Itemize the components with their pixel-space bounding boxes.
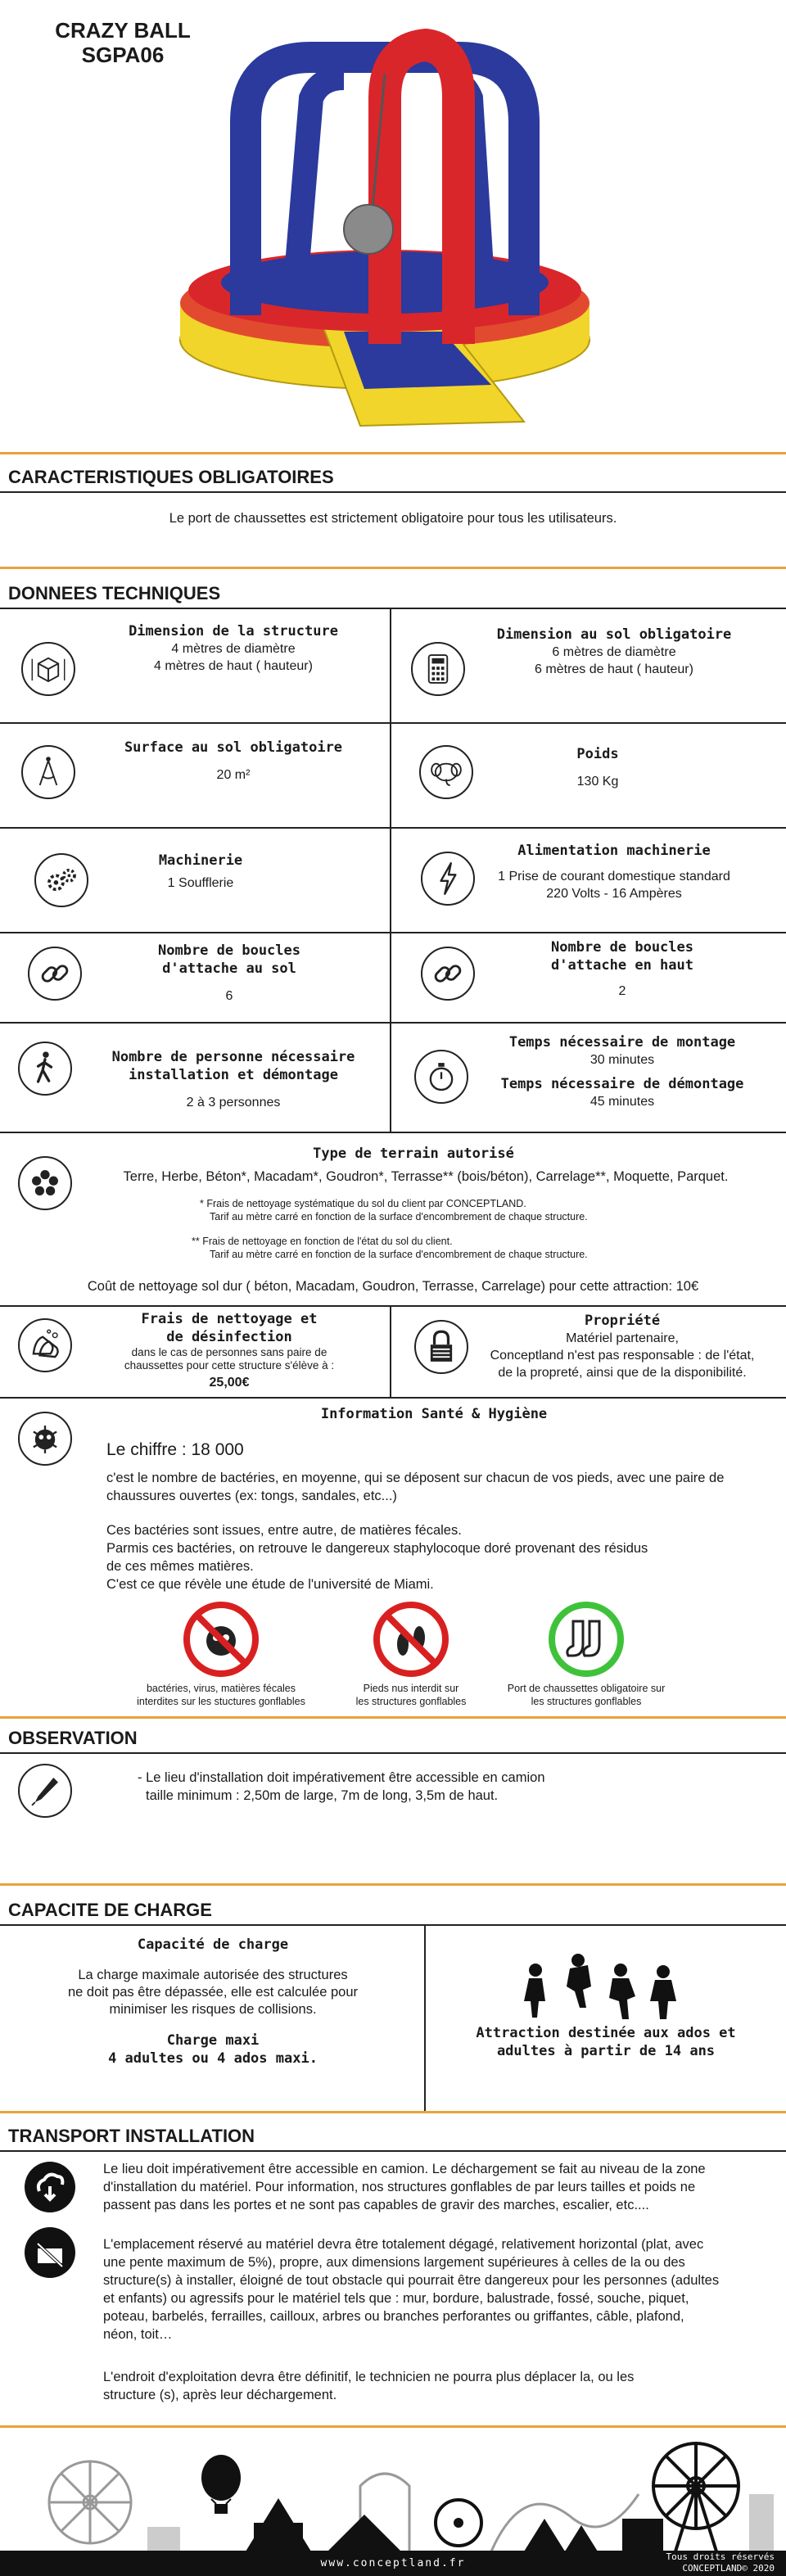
terrain-note1-line2: Tarif au mètre carré en fonction de la surface d'encombrement de chaque structure. — [210, 1211, 588, 1222]
padlock-icon — [414, 1320, 468, 1374]
pic1-caption-line1: bactéries, virus, matières fécales — [146, 1683, 296, 1694]
alimentation — [475, 842, 753, 902]
capacite-left — [16, 1936, 409, 2068]
dimension-structure — [82, 622, 385, 675]
transport-p1-line2: d'installation du matériel. Pour information, nos structures gonflables de par leurs tailles et poids ne — [103, 2180, 696, 2194]
rule — [424, 1924, 426, 2111]
transport-p3-line2: structure (s), après leur déchargement. — [103, 2388, 337, 2402]
dimension-sol — [467, 626, 761, 678]
terrain-label-text: Type de terrain autorisé — [313, 1146, 514, 1162]
boucles-haut-value: 2 — [618, 984, 626, 998]
machinerie-value: 1 Soufflerie — [167, 876, 234, 890]
observation-line2: taille minimum : 2,50m de large, 7m de long, 3,5m de haut. — [146, 1788, 499, 1803]
transport-p3-line1: L'endroit d'exploitation devra être définitif, le technicien ne pourra plus déplacer la, ou les — [103, 2370, 635, 2384]
observation-text — [138, 1769, 760, 1805]
terrain-note2 — [192, 1235, 650, 1261]
rule — [0, 1752, 786, 1754]
compass-icon — [21, 745, 75, 799]
frais — [90, 1310, 368, 1391]
pen-icon — [18, 1764, 72, 1818]
transport-p2 — [103, 2235, 783, 2343]
sante-p2-line4: C'est ce que révèle une étude de l'université de Miami. — [106, 1577, 434, 1592]
divider — [0, 2425, 786, 2428]
temps-montage-label: Temps nécessaire de montage — [508, 1034, 736, 1051]
transport-p2-line1: L'emplacement réservé au matériel devra être totalement dégagé, relativement horizontal (plat, avec — [103, 2237, 704, 2252]
inflatable-illustration — [0, 0, 786, 459]
footer-url[interactable]: www.conceptland.fr — [320, 2557, 466, 2569]
divider — [0, 1883, 786, 1886]
transport-p1 — [103, 2160, 775, 2214]
rule — [0, 608, 786, 609]
terrain-cout: Coût de nettoyage sol dur ( béton, Macadam, Goudron, Terrasse, Carrelage) pour cette attraction: 10€ — [87, 1279, 699, 1294]
boucles-sol-label2: d'attache au sol — [162, 960, 296, 977]
capacite-text3: minimiser les risques de collisions. — [109, 2002, 317, 2017]
pic2-caption — [313, 1682, 509, 1708]
rule — [0, 1924, 786, 1926]
sante-p2-line1: Ces bactéries sont issues, entre autre, de matières fécales. — [106, 1523, 462, 1538]
chain-link-icon — [421, 947, 475, 1001]
sante-p2-line2: Parmis ces bactéries, on retrouve le dangereux staphylocoque doré provenant des résidus — [106, 1541, 648, 1556]
rule — [0, 1305, 786, 1307]
transport-heading: TRANSPORT INSTALLATION — [8, 2126, 255, 2146]
observation-line1: - Le lieu d'installation doit impérativement être accessible en camion — [138, 1770, 545, 1785]
fairground-skyline-illustration — [0, 2429, 786, 2551]
poids — [475, 745, 720, 790]
sante-p2 — [106, 1521, 778, 1593]
transport-p2-line2: une pente maximum de 5%), propre, aux dimensions largement supérieures à celles de la ou des — [103, 2255, 685, 2270]
lightning-icon — [421, 852, 475, 906]
terrain-label — [74, 1145, 753, 1163]
frais-text2: chaussettes pour cette structure s'élève à : — [124, 1359, 335, 1372]
rule — [0, 722, 786, 724]
washing-hands-icon — [18, 1318, 72, 1372]
transport-p2-line6: néon, toit… — [103, 2327, 173, 2342]
transport-p3 — [103, 2368, 775, 2404]
transport-p1-line1: Le lieu doit impérativement être accessible en camion. Le déchargement se fait au niveau de la zone — [103, 2162, 706, 2176]
caracteristiques-text: Le port de chaussettes est strictement obligatoire pour tous les utilisateurs. — [169, 511, 617, 526]
terrain-note2-line1: ** Frais de nettoyage en fonction de l'état du sol du client. — [192, 1236, 453, 1247]
donnees-heading: DONNEES TECHNIQUES — [8, 583, 221, 603]
propriete-line1: Matériel partenaire, — [566, 1331, 679, 1345]
divider — [0, 452, 786, 454]
propriete-line3: de la propreté, ainsi que de la disponibilité. — [498, 1366, 747, 1380]
bacteria-icon — [18, 1412, 72, 1466]
surface-label: Surface au sol obligatoire — [124, 739, 343, 756]
caracteristiques-heading: CARACTERISTIQUES OBLIGATOIRES — [8, 467, 334, 487]
dimension-sol-line1: 6 mètres de diamètre — [552, 645, 676, 659]
chain-link-icon — [28, 947, 82, 1001]
no-obstacle-icon — [25, 2227, 75, 2278]
divider — [0, 567, 786, 569]
capacite-heading: CAPACITE DE CHARGE — [8, 1900, 212, 1920]
boucles-sol-value: 6 — [225, 989, 233, 1003]
dimension-structure-line1: 4 mètres de diamètre — [171, 642, 296, 656]
observation-heading: OBSERVATION — [8, 1728, 138, 1748]
sante-p1 — [106, 1469, 778, 1505]
sante-p2-line3: de ces mêmes matières. — [106, 1559, 254, 1574]
flower-icon — [18, 1156, 72, 1210]
jumping-kids-icon — [513, 1954, 693, 2027]
propriete — [467, 1312, 778, 1381]
stopwatch-icon — [414, 1050, 468, 1104]
walking-person-icon — [18, 1042, 72, 1096]
pic3-caption-line2: les structures gonflables — [531, 1696, 642, 1707]
alimentation-line2: 220 Volts - 16 Ampères — [546, 887, 682, 901]
frais-text1: dans le cas de personnes sans paire de — [131, 1346, 328, 1358]
personnes-label2: installation et démontage — [129, 1067, 338, 1083]
temps-demontage-value: 45 minutes — [590, 1095, 655, 1109]
product-title-line1: CRAZY BALL — [55, 18, 191, 43]
personnes — [82, 1048, 385, 1111]
terrain-note1-line1: * Frais de nettoyage systématique du sol du client par CONCEPTLAND. — [200, 1198, 526, 1209]
capacite-text1: La charge maximale autorisée des structures — [78, 1968, 348, 1982]
boucles-haut — [483, 938, 761, 1000]
temps-demontage-label: Temps nécessaire de démontage — [500, 1076, 744, 1092]
gears-icon — [34, 853, 88, 907]
personnes-value: 2 à 3 personnes — [186, 1096, 281, 1109]
personnes-label1: Nombre de personne nécessaire — [111, 1049, 355, 1065]
alimentation-label: Alimentation machinerie — [517, 843, 711, 859]
divider — [0, 2111, 786, 2113]
rule — [0, 932, 786, 933]
propriete-label: Propriété — [584, 1313, 661, 1329]
sante-chiffre: Le chiffre : 18 000 — [106, 1440, 244, 1459]
transport-p2-line4: et enfants) ou agressifs pour le matériel tels que : mur, bordure, balustrade, fossé, souche, piquet, — [103, 2291, 689, 2306]
temps — [475, 1033, 770, 1110]
boucles-sol-label1: Nombre de boucles — [158, 942, 300, 959]
sante-p1-line1: c'est le nombre de bactéries, en moyenne, qui se déposent sur chacun de vos pieds, avec une paire de — [106, 1471, 725, 1485]
rule — [390, 608, 391, 1132]
rule — [0, 827, 786, 829]
capacite-maxi2: 4 adultes ou 4 ados maxi. — [108, 2050, 318, 2067]
capacite-maxi1: Charge maxi — [166, 2032, 260, 2049]
footer-rights-line1: Tous droits réservés — [666, 2551, 775, 2562]
poids-value: 130 Kg — [576, 775, 619, 789]
boucles-sol — [90, 942, 368, 1005]
dimension-sol-label: Dimension au sol obligatoire — [496, 626, 732, 643]
pic3-caption — [488, 1682, 684, 1708]
rule — [0, 1022, 786, 1024]
no-bacteria-pictogram — [183, 1602, 259, 1677]
pic2-caption-line2: les structures gonflables — [355, 1696, 467, 1707]
product-title-line2: SGPA06 — [81, 43, 165, 67]
cloud-arrow-icon — [25, 2162, 75, 2212]
boucles-haut-label1: Nombre de boucles — [551, 939, 693, 956]
footer-bar — [0, 2551, 786, 2576]
transport-p2-line3: structure(s) à installer, éloigné de tout obstacle qui pourrait être dangereux pour les personnes (adultes — [103, 2273, 720, 2288]
terrain-value: Terre, Herbe, Béton*, Macadam*, Goudron*, Terrasse** (bois/béton), Carrelage**, Moquette, Parquet. — [123, 1169, 729, 1184]
rule — [0, 1132, 786, 1133]
no-barefoot-pictogram — [373, 1602, 449, 1677]
machinerie-label: Machinerie — [158, 852, 243, 869]
sante-label — [147, 1405, 720, 1423]
product-hero — [0, 0, 786, 459]
capacite-label: Capacité de charge — [137, 1937, 289, 1953]
terrain-note2-line2: Tarif au mètre carré en fonction de la surface d'encombrement de chaque structure. — [210, 1249, 588, 1260]
poids-label: Poids — [576, 746, 619, 762]
alimentation-line1: 1 Prise de courant domestique standard — [498, 870, 730, 884]
machinerie — [90, 852, 311, 892]
divider — [0, 1716, 786, 1719]
cube-dimension-icon — [21, 642, 75, 696]
sante-p1-line2: chaussures ouvertes (ex: tongs, sandales, etc...) — [106, 1489, 397, 1503]
transport-p2-line5: poteau, barbelés, ferrailles, cailloux, arbres ou branches perforantes ou griffantes, câble, plafond, — [103, 2309, 684, 2324]
pic1-caption-line2: interdites sur les stuctures gonflables — [137, 1696, 305, 1707]
surface-value: 20 m² — [216, 768, 251, 782]
surface — [82, 739, 385, 784]
rule — [0, 491, 786, 493]
footer-rights-line2: CONCEPTLAND© 2020 — [682, 2563, 775, 2574]
temps-montage-value: 30 minutes — [590, 1053, 655, 1067]
capacite-text2: ne doit pas être dépassée, elle est calculée pour — [67, 1985, 359, 2000]
attraction-line2: adultes à partir de 14 ans — [496, 2043, 716, 2059]
socks-required-pictogram — [549, 1602, 624, 1677]
frais-label1: Frais de nettoyage et — [141, 1311, 318, 1327]
elephant-weight-icon — [419, 745, 473, 799]
terrain-note1 — [200, 1197, 658, 1223]
propriete-line2: Conceptland n'est pas responsable : de l'état, — [490, 1349, 755, 1363]
dimension-structure-line2: 4 mètres de haut ( hauteur) — [154, 659, 313, 673]
dimension-structure-label: Dimension de la structure — [129, 623, 338, 639]
footer-rights — [666, 2551, 775, 2574]
pic1-caption — [123, 1682, 319, 1708]
sante-label-text: Information Santé & Hygiène — [320, 1406, 548, 1422]
rule — [0, 2150, 786, 2152]
transport-p1-line3: passent pas dans les portes et ne sont pas capables de gravir des marches, escalier, etc.... — [103, 2198, 649, 2212]
dimension-sol-line2: 6 mètres de haut ( hauteur) — [535, 662, 693, 676]
rule — [390, 1305, 391, 1397]
rule — [0, 1397, 786, 1399]
boucles-haut-label2: d'attache en haut — [551, 957, 693, 974]
attraction-line1: Attraction destinée aux ados et — [476, 2025, 736, 2041]
pic3-caption-line1: Port de chaussettes obligatoire sur — [507, 1683, 666, 1694]
calculator-icon — [411, 642, 465, 696]
frais-label2: de désinfection — [166, 1329, 292, 1345]
capacite-right — [442, 2024, 770, 2060]
frais-value: 25,00€ — [209, 1376, 250, 1390]
pic2-caption-line1: Pieds nus interdit sur — [363, 1683, 459, 1694]
